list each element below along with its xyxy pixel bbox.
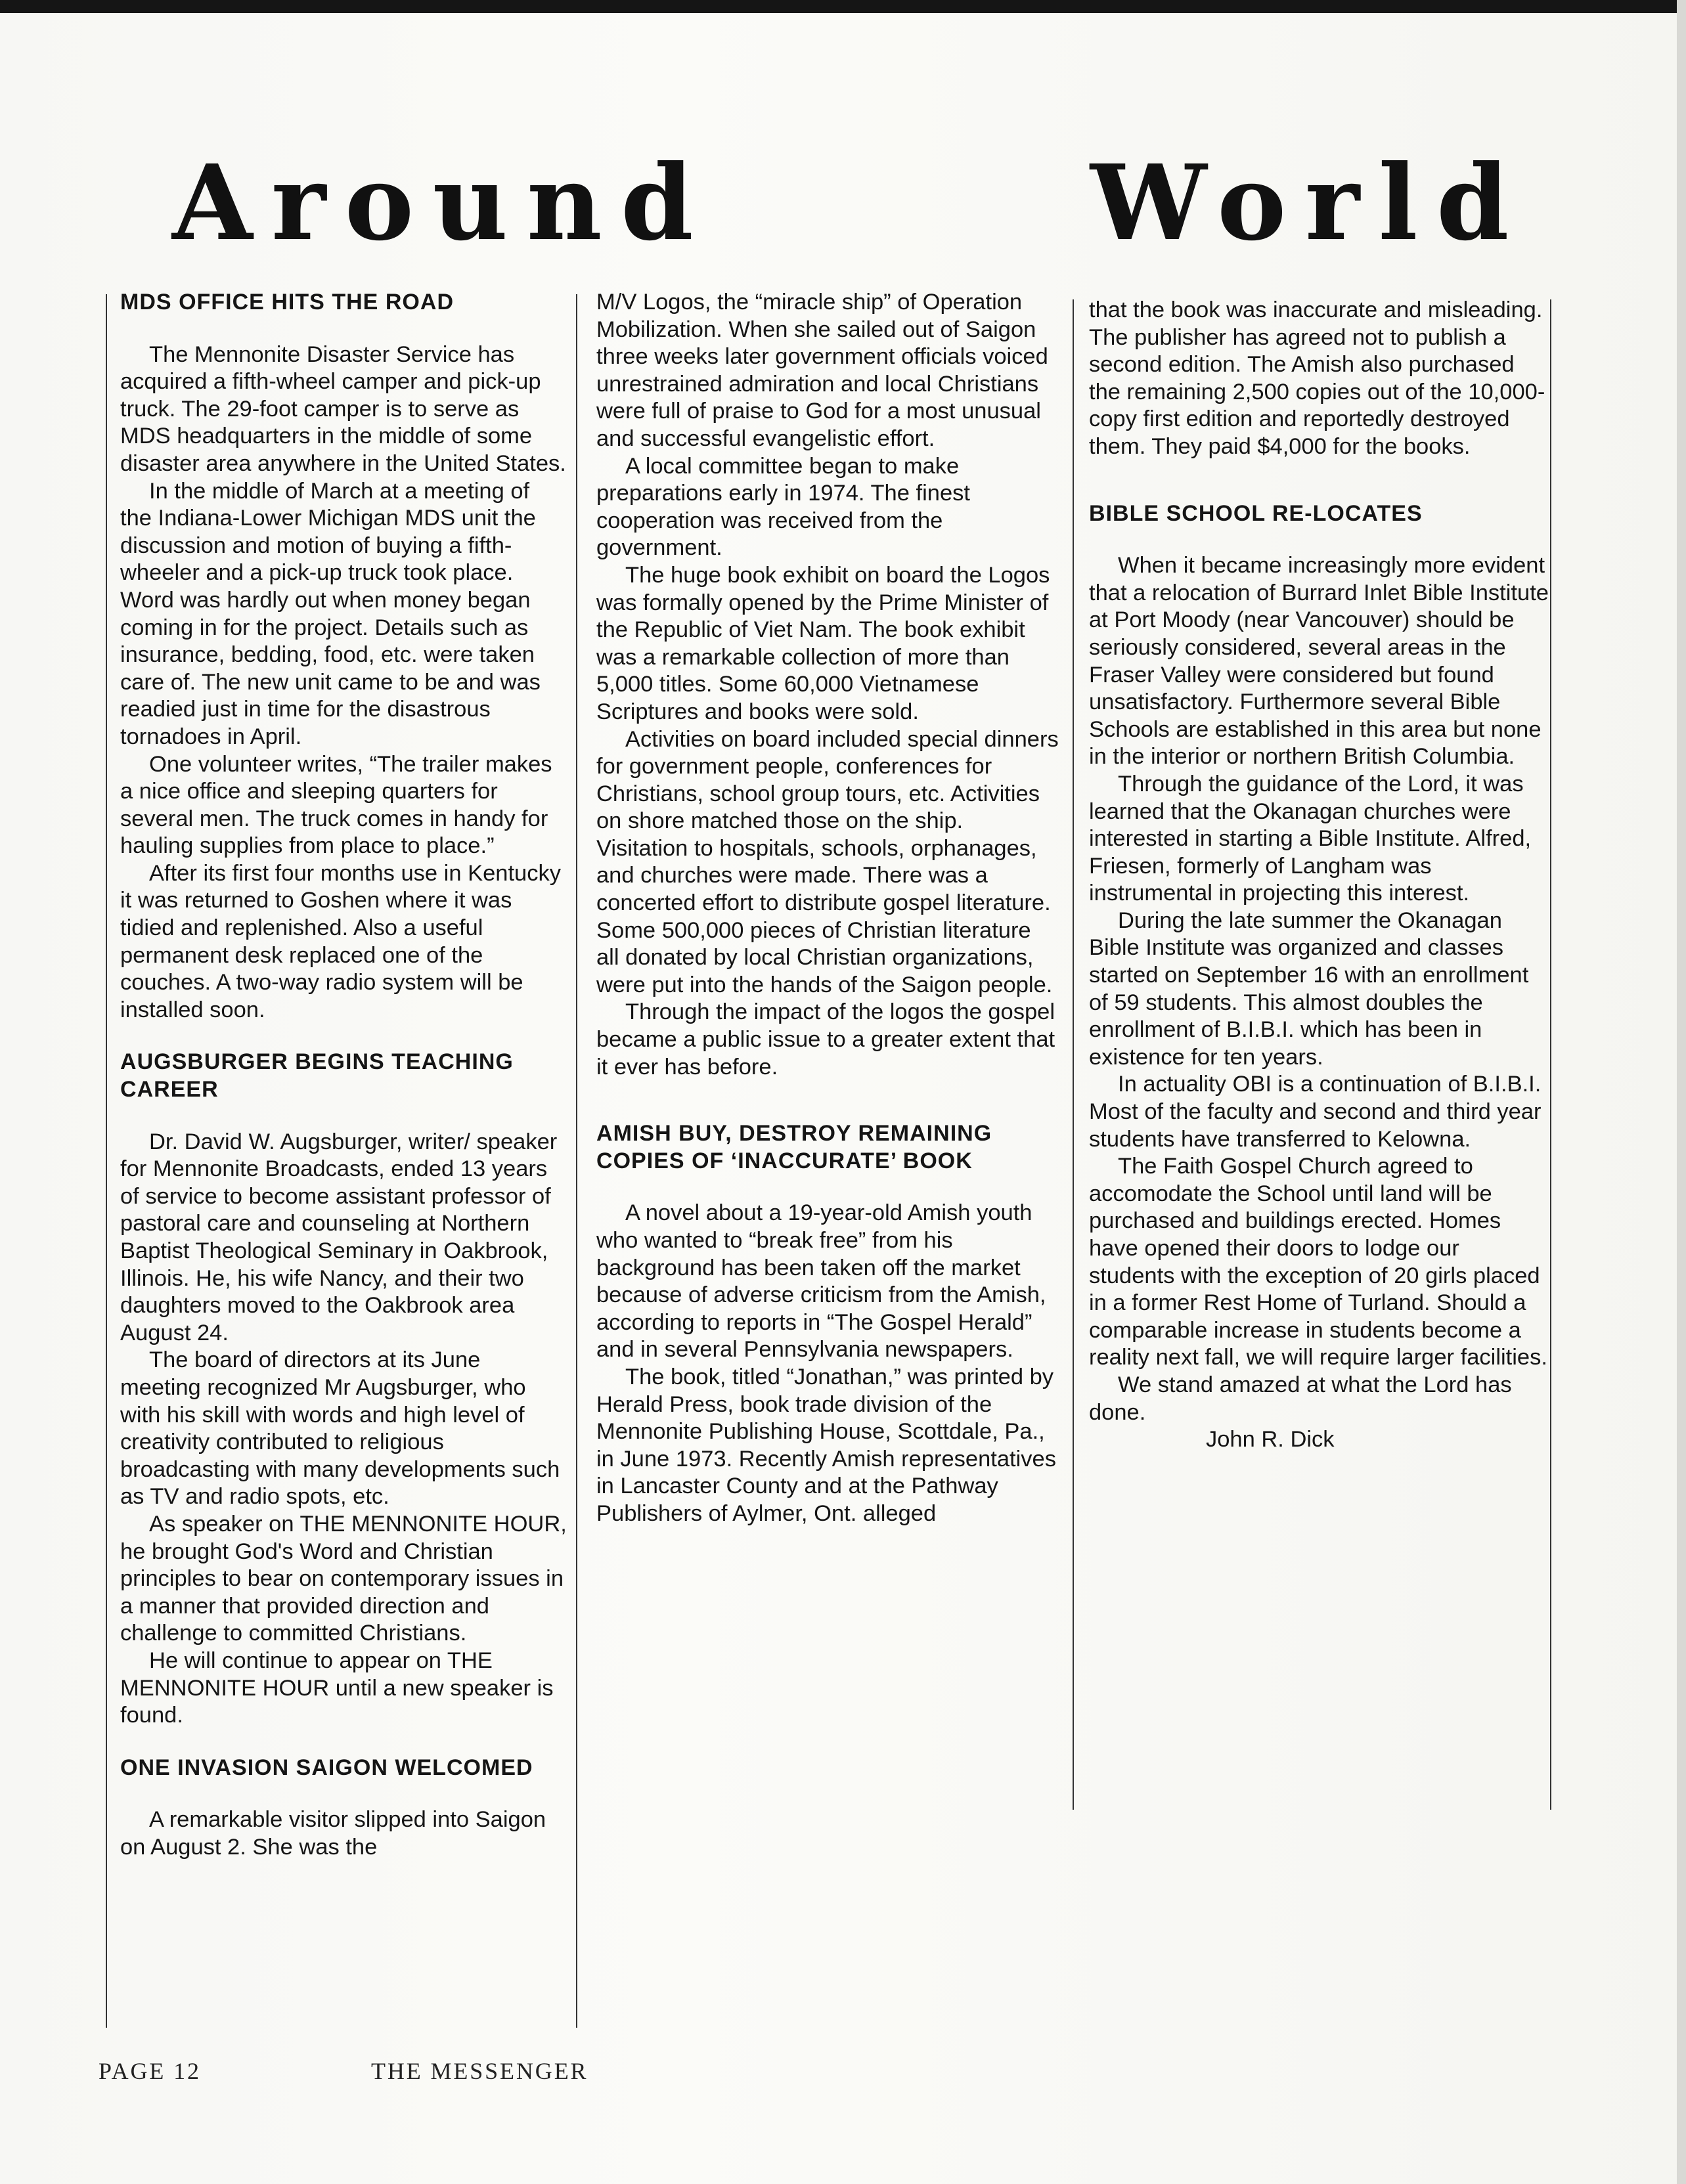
paragraph: The Mennonite Disaster Service has acquired a fifth-wheel camper and pick-up truck. The 29-foot camper is to serve as MDS headquarters in the middle of some disaster area anywhere in the United States. (120, 341, 566, 476)
heading-augsburger: AUGSBURGER BEGINS TEACHING CAREER (120, 1049, 514, 1103)
paragraph: Through the impact of the logos the gospel became a public issue to a greater extent that it ever has before. (596, 999, 1055, 1080)
column-rule-left (106, 294, 107, 2028)
paragraph: A novel about a 19-year-old Amish youth who wanted to “break free” from his background has been taken off the market because of adverse criticism from the Amish, according to reports in “The Gospel Herald” and in several Pennsylvania newspapers. (596, 1200, 1046, 1363)
paragraph: Activities on board included special dinners for government people, conferences for Christians, school group tours, etc. Activities on shore matched those on the ship. Visitation to hospitals, schools, orphanages, and churches were made. There was a concerted effort to distribute gospel literature. Some 500,000 pieces of Christian literature all donated by local Christian organizations, were put into the hands of the Saigon people. (596, 726, 1059, 997)
paragraph: In the middle of March at a meeting of the Indiana-Lower Michigan MDS unit the discussion and motion of buying a fifth-wheeler and a pick-up truck took place. Word was hardly out when money began coming in for the project. Details such as insurance, bedding, food, etc. were taken care of. The new unit came to be and was readied just in time for the disastrous tornadoes in April. (120, 478, 541, 749)
paragraph: The board of directors at its June meeting recognized Mr Augsburger, who with his skill with words and high level of creativity contributed to religious broadcasting with many developments such as TV and radio spots, etc. (120, 1347, 560, 1510)
scan-top-border (0, 0, 1686, 13)
heading-bible-school: BIBLE SCHOOL RE-LOCATES (1089, 500, 1423, 526)
paragraph: During the late summer the Okanagan Bible Institute was organized and classes started on September 16 with an enrollment of 59 students. This almost doubles the enrollment of B.I.B.I. which has been in existence for ten years. (1089, 907, 1529, 1070)
paragraph: that the book was inaccurate and misleading. The publisher has agreed not to publish a second edition. The Amish also purchased the remaining 2,500 copies out of the 10,000-copy first edition and reportedly destroyed them. They paid $4,000 for the books. (1089, 297, 1545, 459)
paragraph: A local committee began to make preparations early in 1974. The finest cooperation was received from the government. (596, 453, 970, 561)
column-rule-middle (576, 294, 577, 2028)
author-byline: John R. Dick (1206, 1427, 1335, 1452)
paragraph: The huge book exhibit on board the Logos was formally opened by the Prime Minister of the Republic of Viet Nam. The book exhibit was a remarkable collection of more than 5,000 titles. Some 60,000 Vietnamese Scriptures and books were sold. (596, 562, 1050, 724)
paragraph: A remarkable visitor slipped into Saigon on August 2. She was the (120, 1807, 546, 1860)
paragraph: As speaker on THE MENNONITE HOUR, he brought God's Word and Christian principles to bear on contemporary issues in a manner that provided direction and challenge to committed Christians. (120, 1511, 567, 1646)
paragraph: One volunteer writes, “The trailer makes a nice office and sleeping quarters for several men. The truck comes in handy for hauling supplies from place to place.” (120, 751, 552, 859)
paragraph: Dr. David W. Augsburger, writer/ speaker for Mennonite Broadcasts, ended 13 years of service to become assistant professor of pastoral care and counseling at Northern Baptist Theological Seminary in Oakbrook, Illinois. He, his wife Nancy, and their two daughters moved to the Oakbrook area August 24. (120, 1129, 558, 1345)
paragraph: Through the guidance of the Lord, it was learned that the Okanagan churches were interested in starting a Bible Institute. Alfred, Friesen, formerly of Langham was instrumental in projecting this interest. (1089, 771, 1532, 906)
publication-name: THE MESSENGER (371, 2058, 588, 2084)
heading-mds-office: MDS OFFICE HITS THE ROAD (120, 290, 455, 315)
column-3 (1089, 297, 1549, 1454)
headline-world: World (1090, 142, 1528, 264)
paragraph: When it became increasingly more evident that a relocation of Burrard Inlet Bible Institute at Port Moody (near Vancouver) should be seriously considered, several areas in the Fraser Valley were considered but found unsatisfactory. Furthermore several Bible Schools are established in this area but none in the interior or northern British Columbia. (1089, 553, 1549, 770)
heading-amish-book: AMISH BUY, DESTROY REMAINING COPIES OF ‘INACCURATE’ BOOK (596, 1121, 992, 1173)
column-1 (120, 289, 567, 1861)
paragraph: The book, titled “Jonathan,” was printed by Herald Press, book trade division of the Mennonite Publishing House, Scottdale, Pa., in June 1973. Recently Amish representatives in Lancaster County and at the Pathway Publishers of Aylmer, Ont. alleged (596, 1364, 1056, 1526)
section-gap (1089, 461, 1549, 500)
paragraph: We stand amazed at what the Lord has done. (1089, 1372, 1512, 1425)
paragraph: M/V Logos, the “miracle ship” of Operation Mobilization. When she sailed out of Saigon three weeks later government officials voiced unrestrained admiration and local Christians were full of praise to God for a most unusual and successful evangelistic effort. (596, 290, 1048, 451)
column-rule-far-right (1550, 299, 1551, 1810)
paragraph: The Faith Gospel Church agreed to accomodate the School until land will be purchased and buildings erected. Homes have opened their doors to lodge our students with the exception of 20 girls placed in a former Rest Home of Turland. Should a comparable increase in students become a reality next fall, we will require larger facilities. (1089, 1154, 1547, 1370)
section-gap (596, 1081, 1059, 1120)
column-rule-right (1073, 299, 1074, 1810)
scan-right-edge (1677, 0, 1686, 2184)
column-2 (596, 289, 1059, 1528)
heading-saigon: ONE INVASION SAIGON WELCOMED (120, 1755, 533, 1780)
paragraph: After its first four months use in Kentucky it was returned to Goshen where it was tidied and replenished. Also a useful permanent desk replaced one of the couches. A two-way radio system will be installed soon. (120, 860, 561, 1022)
paragraph: He will continue to appear on THE MENNONITE HOUR until a new speaker is found. (120, 1648, 554, 1728)
paragraph: In actuality OBI is a continuation of B.I.B.I. Most of the faculty and second and third year students have transferred to Kelowna. (1089, 1072, 1542, 1152)
headline-around: Around (172, 142, 713, 264)
page-number: PAGE 12 (99, 2058, 201, 2084)
